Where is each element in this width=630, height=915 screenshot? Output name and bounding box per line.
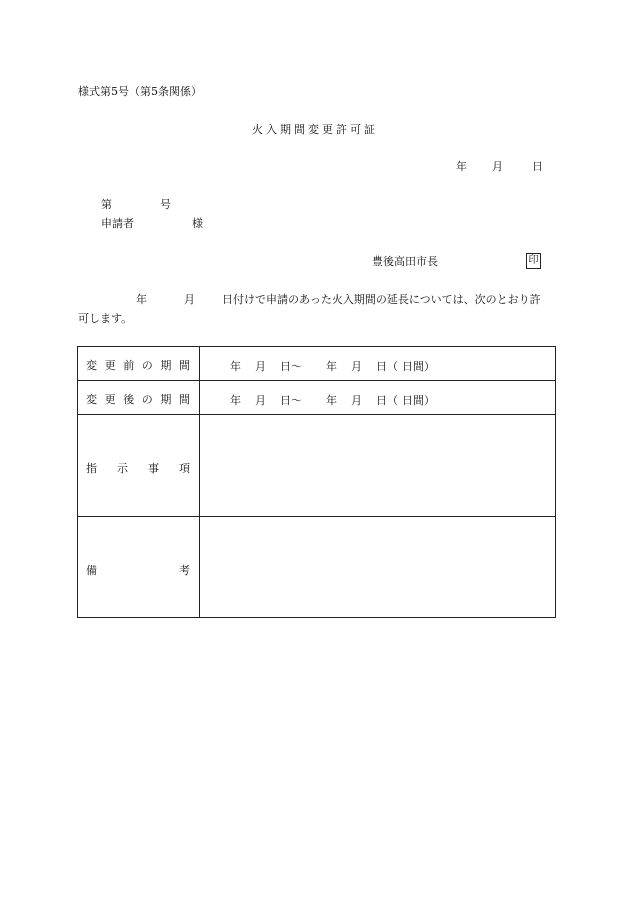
applicant-line bbox=[101, 218, 203, 229]
row-label-remarks: 備 考 bbox=[86, 564, 190, 577]
body-month-label: 月 bbox=[184, 293, 195, 306]
form-number: 様式第5号（第5条関係） bbox=[78, 85, 202, 98]
body-year-label: 年 bbox=[136, 293, 147, 306]
period-before-value: 年 月 日～ 年 月 日（ 日間） bbox=[230, 360, 435, 373]
period-after-value: 年 月 日～ 年 月 日（ 日間） bbox=[230, 394, 435, 407]
date-year-label: 年 bbox=[456, 160, 467, 173]
date-day-label: 日 bbox=[532, 160, 543, 173]
permit-number bbox=[101, 199, 171, 210]
applicant-honorific: 様 bbox=[192, 217, 203, 230]
permit-number-suffix: 号 bbox=[160, 198, 171, 211]
table-column-divider bbox=[199, 347, 200, 617]
permit-table bbox=[77, 346, 556, 618]
body-text-line1 bbox=[136, 294, 541, 305]
table-row-divider bbox=[78, 516, 555, 517]
seal-mark: 印 bbox=[526, 253, 541, 269]
date-month-label: 月 bbox=[492, 160, 503, 173]
row-label-period-after: 変 更 後 の 期 間 bbox=[86, 393, 190, 406]
row-label-instructions: 指 示 事 項 bbox=[86, 462, 190, 475]
applicant-label: 申請者 bbox=[101, 217, 134, 230]
body-text-rest: 日付けで申請のあった火入期間の延長については、次のとおり許 bbox=[222, 293, 541, 306]
issue-date bbox=[456, 161, 543, 172]
permit-number-prefix: 第 bbox=[101, 198, 112, 211]
body-text-line2: 可します。 bbox=[78, 312, 133, 325]
table-row-divider bbox=[78, 414, 555, 415]
table-row-divider bbox=[78, 380, 555, 381]
document-title: 火入期間変更許可証 bbox=[252, 123, 378, 136]
row-label-period-before: 変 更 前 の 期 間 bbox=[86, 359, 190, 372]
issuer-name: 豊後高田市長 bbox=[372, 255, 438, 268]
